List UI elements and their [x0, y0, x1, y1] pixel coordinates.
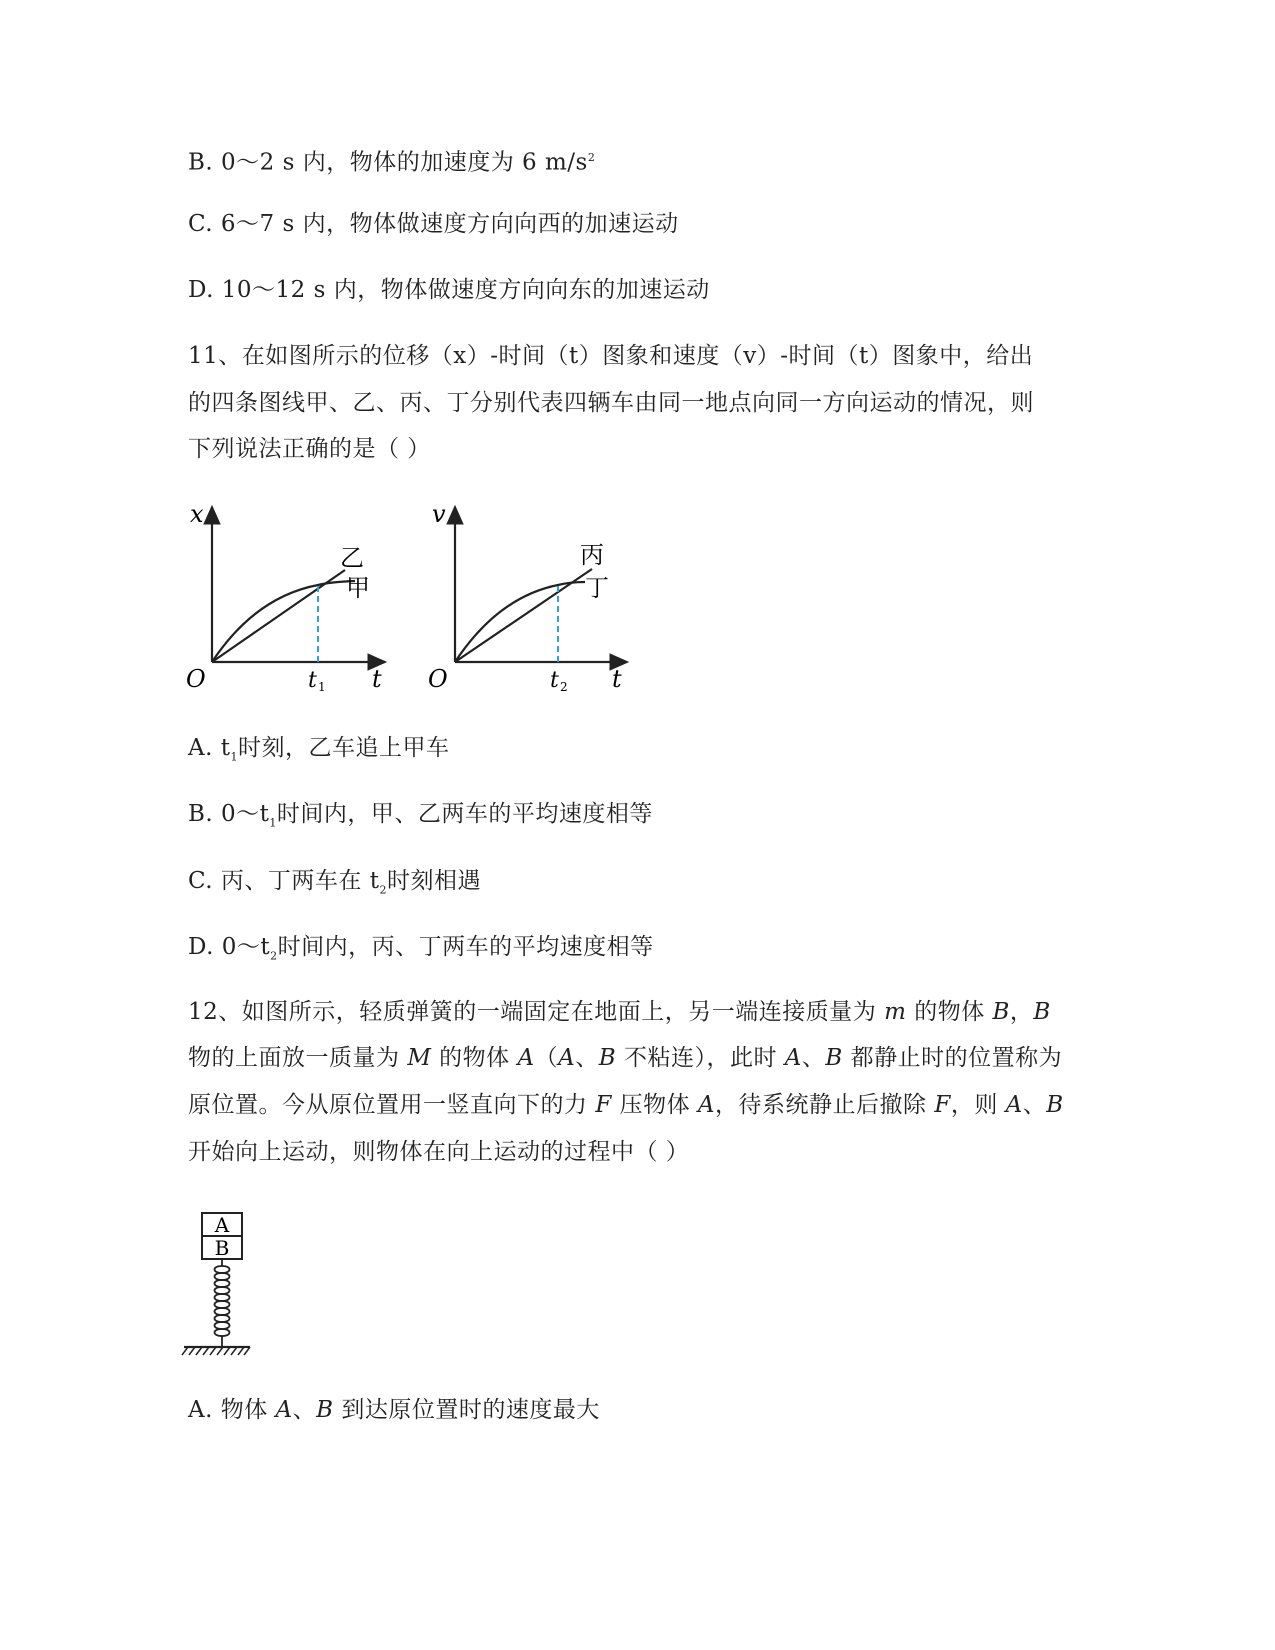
q12-l2-a: 物的上面放一质量为 — [188, 1045, 408, 1071]
vt-graph — [428, 500, 627, 694]
q11-option-a — [188, 733, 449, 773]
q10-option-c: C. 6～7 s 内，物体做速度方向向西的加速运动 — [188, 211, 679, 237]
vt-t2-sub: 2 — [560, 680, 568, 694]
q12-l3-d: ，则 — [950, 1092, 1006, 1118]
q12-stem-line4: 开始向上运动，则物体在向上运动的过程中（ ） — [188, 1139, 690, 1165]
q12-l3-F1: F — [595, 1092, 612, 1118]
q12-l2-b: 的物体 — [431, 1045, 518, 1071]
q12-opt-a-c: 到达原位置时的速度最大 — [333, 1397, 600, 1423]
q12-l2-e: 不粘连），此时 — [616, 1045, 785, 1071]
q12-l2-M: M — [407, 1045, 432, 1071]
xt-curve-jia — [212, 581, 355, 662]
q12-l2-B1: B — [598, 1045, 617, 1071]
q11-option-c-post: 时刻相遇 — [386, 868, 481, 894]
q11-figure — [180, 495, 650, 705]
q12-l3-A2: A — [1005, 1092, 1023, 1118]
q11-option-a-sub: 1 — [230, 750, 238, 764]
xt-graph — [186, 500, 385, 694]
q12-l2-g: 都静止时的位置称为 — [842, 1045, 1063, 1071]
q12-opt-a-B: B — [316, 1397, 334, 1423]
q12-l1-m: m — [884, 999, 907, 1025]
q12-l3-A1: A — [697, 1092, 716, 1118]
xt-line-yi — [212, 570, 345, 662]
q10-option-d: D. 10～12 s 内，物体做速度方向向东的加速运动 — [188, 277, 710, 303]
q12-l3-a: 原位置。今从原位置用一竖直向下的力 — [188, 1092, 596, 1118]
vt-origin-label: O — [428, 665, 448, 693]
q11-option-b — [188, 799, 653, 839]
q12-l2-A3: A — [784, 1045, 802, 1071]
xt-y-label: x — [190, 500, 204, 528]
q11-option-c-sub: 2 — [379, 883, 387, 897]
q11-option-c — [188, 866, 481, 906]
q11-stem-line2: 的四条图线甲、乙、丙、丁分别代表四辆车由同一地点向同一方向运动的情况，则 — [188, 390, 1034, 416]
xt-x-label: t — [372, 665, 382, 693]
q11-stem-line1: 11、在如图所示的位移（x）-时间（t）图象和速度（v）-时间（t）图象中，给出 — [188, 343, 1034, 369]
q10-option-b-sup: 2 — [587, 151, 596, 164]
q11-option-a-pre: A. t — [188, 735, 231, 761]
vt-x-label: t — [612, 665, 622, 693]
xt-t1-sub: 1 — [318, 680, 326, 694]
q12-l3-B1: B — [1046, 1092, 1064, 1118]
q12-opt-a-A: A — [275, 1397, 293, 1423]
q12-stem-line3 — [188, 1090, 1064, 1120]
q12-l1-B1: B — [992, 999, 1010, 1025]
q12-l2-A2: A — [558, 1045, 576, 1071]
q12-l1-a: 12、如图所示，轻质弹簧的一端固定在地面上，另一端连接质量为 — [188, 999, 885, 1025]
block-b-label: B — [214, 1236, 230, 1260]
xt-label-yi: 乙 — [340, 544, 364, 572]
q12-l3-F2: F — [934, 1092, 951, 1118]
q12-option-a — [188, 1395, 600, 1425]
q12-l2-B2: B — [825, 1045, 843, 1071]
q11-option-d-sub: 2 — [270, 949, 278, 963]
q12-spring-figure — [180, 1200, 260, 1375]
spring-coil — [215, 1259, 230, 1347]
vt-label-ding: 丁 — [585, 574, 609, 602]
xt-t1-label: t — [308, 668, 317, 693]
q12-l1-b: 的物体 — [906, 999, 993, 1025]
q11-option-c-pre: C. 丙、丁两车在 t — [188, 868, 380, 894]
q12-opt-a-a: A. 物体 — [188, 1397, 276, 1423]
q12-l2-d: 、 — [575, 1045, 599, 1071]
q12-l1-c: ， — [1009, 999, 1034, 1025]
vt-line-bing — [455, 569, 592, 662]
q10-option-b — [188, 143, 595, 178]
q11-option-d-pre: D. 0～t — [188, 934, 271, 960]
q12-l2-c: （ — [534, 1045, 559, 1071]
vt-t2-label: t — [550, 668, 559, 693]
q11-option-d-post: 时间内，丙、丁两车的平均速度相等 — [277, 934, 654, 960]
q11-option-a-post: 时刻，乙车追上甲车 — [237, 735, 450, 761]
vt-label-bing: 丙 — [580, 541, 604, 569]
q12-l3-c: ，待系统静止后撤除 — [715, 1092, 935, 1118]
q11-option-b-post: 时间内，甲、乙两车的平均速度相等 — [276, 801, 653, 827]
xt-label-jia: 甲 — [346, 574, 370, 602]
ground-hatch — [182, 1347, 250, 1355]
q11-option-d — [188, 932, 654, 972]
q12-stem-line2 — [188, 1043, 1062, 1073]
block-a-label: A — [214, 1213, 230, 1237]
q12-stem-line1 — [188, 997, 1051, 1027]
q11-stem-line3: 下列说法正确的是（ ） — [188, 436, 431, 462]
q12-l3-b: 压物体 — [611, 1092, 698, 1118]
q11-option-b-pre: B. 0～t — [188, 801, 270, 827]
q10-option-b-text: B. 0～2 s 内，物体的加速度为 6 m/s — [188, 149, 588, 176]
q12-l2-f: 、 — [801, 1045, 826, 1071]
xt-origin-label: O — [186, 665, 206, 693]
q12-l1-B2: B — [1033, 999, 1051, 1025]
q12-opt-a-b: 、 — [292, 1397, 317, 1423]
q12-l2-A1: A — [517, 1045, 535, 1071]
vt-y-label: v — [432, 500, 446, 528]
q12-l3-e: 、 — [1022, 1092, 1047, 1118]
q11-option-b-sub: 1 — [269, 816, 277, 830]
